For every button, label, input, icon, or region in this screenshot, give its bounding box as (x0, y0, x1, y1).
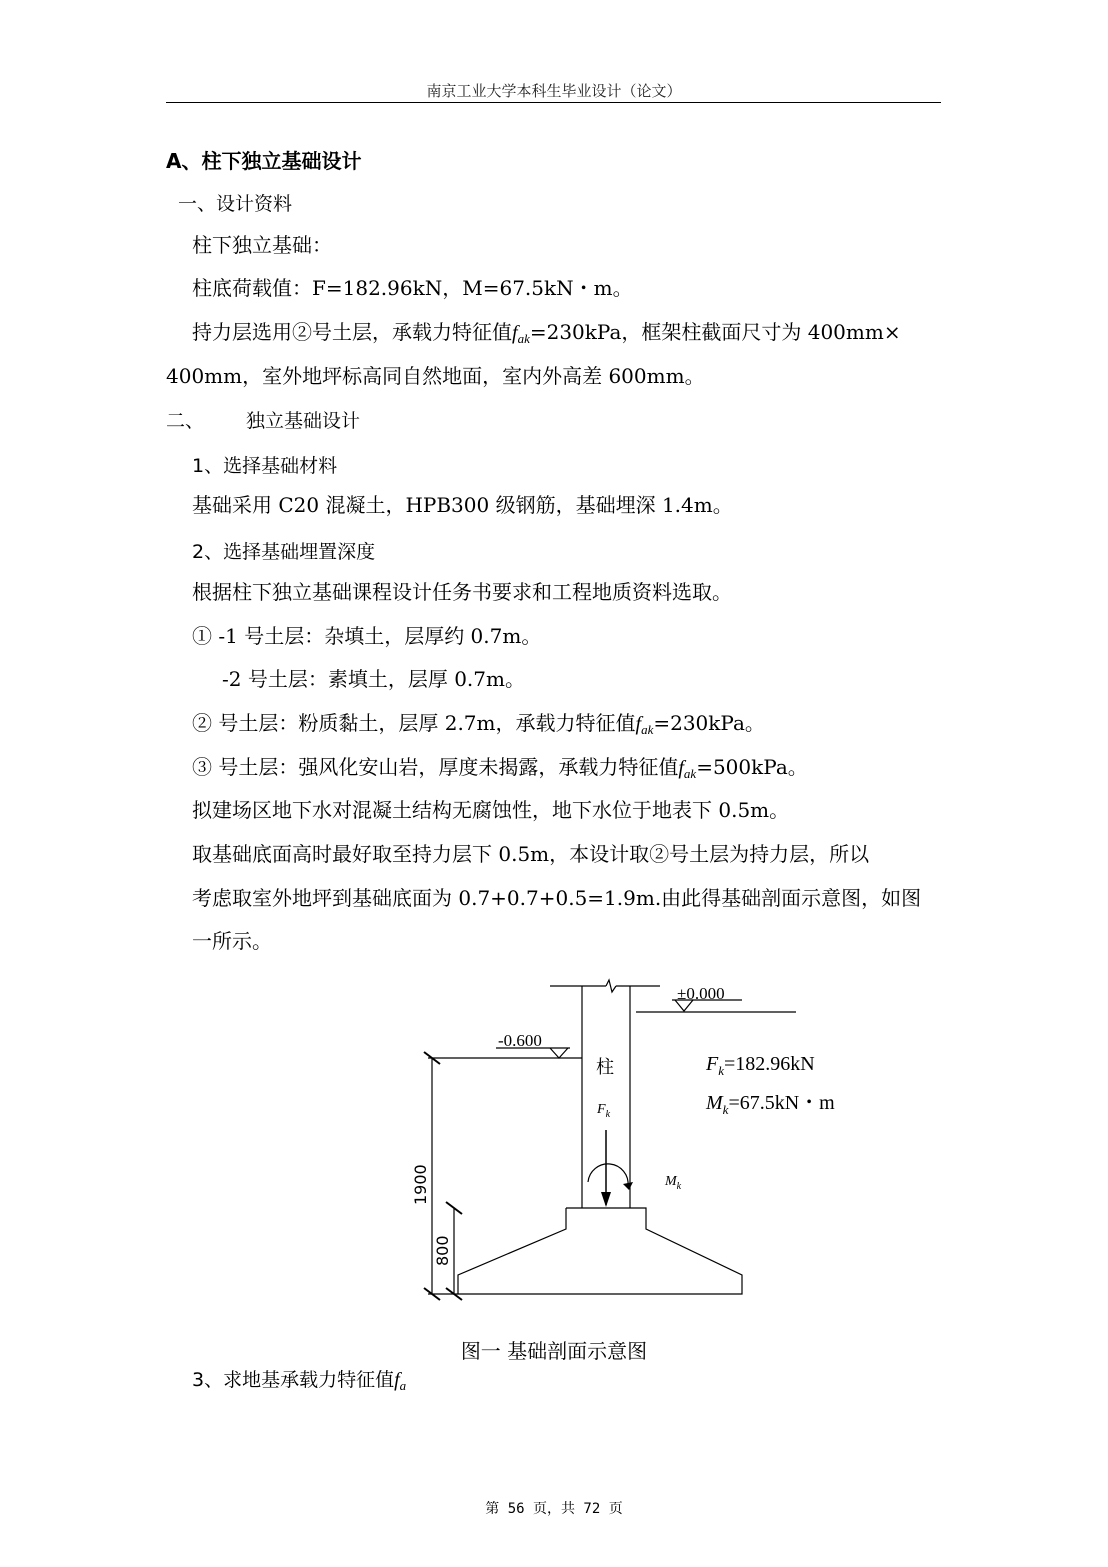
para-intro: 柱下独立基础： (192, 233, 332, 257)
depth-para-line3: 一所示。 (192, 929, 272, 953)
force-label (596, 1102, 611, 1120)
moment-arrowhead (623, 1182, 633, 1190)
force-subscript: k (605, 1109, 611, 1120)
fak-subscript: ak (683, 766, 697, 781)
item1-text: 基础采用 C20 混凝土，HPB300 级钢筋，基础埋深 1.4m。 (192, 493, 733, 517)
para-bearing-line2: 400mm，室外地坪标高同自然地面，室内外高差 600mm。 (166, 364, 705, 388)
fk-value-label (705, 1053, 815, 1078)
fa-subscript: a (399, 1378, 407, 1393)
item3-title (192, 1365, 406, 1394)
moment-label (664, 1174, 682, 1192)
para-bearing-a: 持力层选用②号土层，承载力特征值 (192, 320, 512, 344)
soil-layer-2-value: =230kPa。 (653, 711, 765, 735)
moment-subscript: k (676, 1181, 682, 1192)
fak-symbol: f (678, 757, 684, 779)
soil-layer-1a: ① -1 号土层：杂填土，层厚约 0.7m。 (192, 624, 542, 648)
subsection-2-title: 独立基础设计 (246, 410, 361, 432)
fk-subscript: k (718, 1063, 724, 1078)
soil-layer-3-text: ③ 号土层：强风化安山岩，厚度未揭露，承载力特征值 (192, 755, 679, 779)
force-arrowhead (601, 1192, 611, 1207)
column-label: 柱 (596, 1057, 614, 1078)
fk-value: =182.96kN (724, 1053, 815, 1075)
break-symbol (606, 980, 616, 992)
dim-total-label: 1900 (411, 1164, 430, 1205)
section-title: A、柱下独立基础设计 (166, 149, 362, 173)
para-load: 柱底荷载值：F=182.96kN，M=67.5kN・m。 (192, 276, 633, 300)
fak-symbol: f (512, 322, 518, 344)
running-header: 南京工业大学本科生毕业设计（论文） (426, 82, 682, 100)
soil-layer-2-text: ② 号土层：粉质黏土，层厚 2.7m，承载力特征值 (192, 711, 636, 735)
fak-subscript: ak (641, 722, 654, 737)
item2-text: 根据柱下独立基础课程设计任务书要求和工程地质资料选取。 (192, 580, 732, 604)
moment-arc (588, 1164, 628, 1186)
page-number: 第 56 页，共 72 页 (485, 1501, 623, 1517)
fk-symbol: F (706, 1053, 719, 1075)
mk-value-label (705, 1092, 835, 1117)
mk-value: =67.5kN・m (728, 1092, 835, 1114)
fak-symbol: f (635, 713, 642, 735)
soil-layer-1b: -2 号土层：素填土，层厚 0.7m。 (222, 667, 525, 691)
dim-footing-label: 800 (433, 1235, 452, 1266)
subsection-2-number: 二、 (166, 410, 205, 432)
item3-title-text: 3、求地基承载力特征值 (192, 1369, 395, 1391)
mk-subscript: k (722, 1102, 729, 1117)
soil-layer-3-value: =500kPa。 (696, 755, 808, 779)
item1-title: 1、选择基础材料 (192, 455, 338, 477)
level-outdoor-triangle (550, 1048, 568, 1058)
depth-para-line1: 取基础底面高时最好取至持力层下 0.5m，本设计取②号土层为持力层，所以 (192, 842, 870, 866)
depth-para-line2: 考虑取室外地坪到基础底面为 0.7+0.7+0.5=1.9m.由此得基础剖面示意图，如图 (192, 886, 922, 910)
figure-caption: 图一 基础剖面示意图 (460, 1339, 648, 1363)
subsection-1-title: 一、设计资料 (178, 193, 293, 215)
level-zero-label: ±0.000 (677, 984, 725, 1003)
fa-symbol: f (394, 1369, 400, 1391)
groundwater-text: 拟建场区地下水对混凝土结构无腐蚀性，地下水位于地表下 0.5m。 (192, 798, 790, 822)
footing-outline (458, 1208, 742, 1294)
force-symbol: F (597, 1102, 606, 1117)
fak-subscript: ak (517, 331, 530, 346)
item2-title: 2、选择基础埋置深度 (192, 541, 376, 563)
mk-symbol: M (706, 1092, 723, 1114)
para-bearing-b: =230kPa，框架柱截面尺寸为 400mm× (529, 320, 901, 344)
moment-symbol: M (665, 1174, 677, 1189)
level-outdoor-label: -0.600 (498, 1031, 542, 1050)
